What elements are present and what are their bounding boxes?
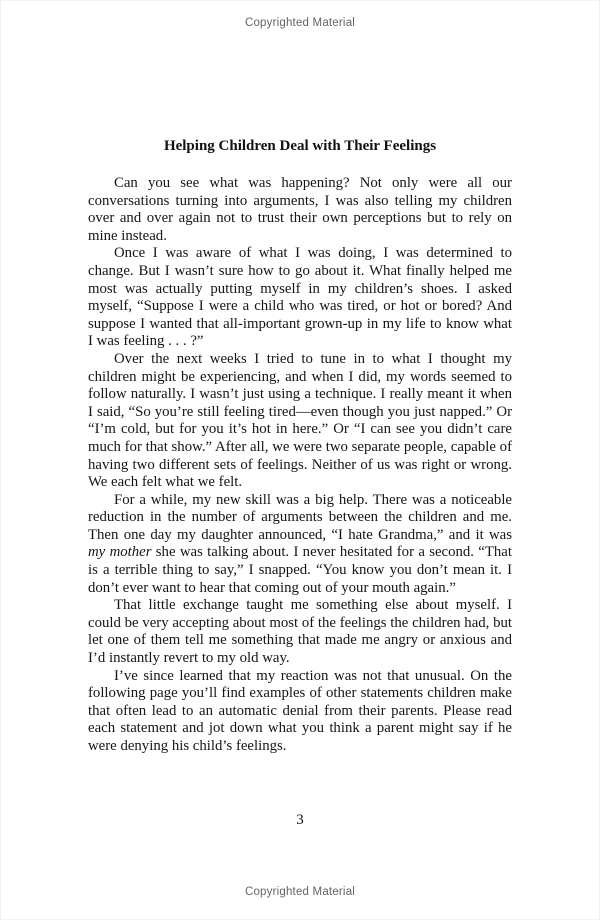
paragraph [88, 175, 512, 245]
italic-text: my mother [88, 544, 152, 561]
paragraph [88, 597, 512, 667]
text-run: Over the next weeks I tried to tune in to what I thought my children might be experiencing, and when I did, my words seemed to follow naturally. I wasn’t just using a technique. I really meant it when I said, “So you’re still feeling tired—even though you just napped.” Or “I’m cold, but for you it’s hot in here.” Or “I can see you didn’t care much for that show.” After all, we were two separate people, capable of having two different sets of feelings. Neither of us was right or wrong. We each felt what we felt. [88, 350, 512, 491]
paragraph [88, 245, 512, 351]
text-run: That little exchange taught me something else about myself. I could be very accepting about most of the feelings the children had, but let one of them tell me something that made me angry or anxious and I’d instantly revert to my old way. [88, 597, 512, 667]
page-content [88, 138, 512, 756]
copyright-notice-top: Copyrighted Material [244, 17, 356, 29]
text-run: she was talking about. I never hesitated for a second. “That is a terrible thing to say,” I snapped. “You know you don’t mean it. I don’t ever want to hear that coming out of your mouth again.” [88, 544, 512, 596]
text-run: Can you see what was happening? Not only were all our conversations turning into arguments, I was also telling my children over and over again not to trust their own perceptions but to rely on mine instead. [88, 175, 512, 244]
page-number: 3 [296, 812, 304, 828]
paragraph [88, 492, 512, 598]
body-text [88, 175, 512, 756]
paragraph [88, 351, 512, 492]
paragraph [88, 668, 512, 756]
text-run: For a while, my new skill was a big help. There was a noticeable reduction in the number of arguments between the children and me. Then one day my daughter announced, “I hate Grandma,” and it was [88, 491, 512, 543]
text-run: I’ve since learned that my reaction was not that unusual. On the following page you’ll find examples of other statements children make that often lead to an automatic denial from their parents. Please read each statement and jot down what you think a parent might say if he were denying his child’s feelings. [88, 667, 512, 754]
chapter-title: Helping Children Deal with Their Feelings [163, 138, 437, 154]
text-run: Once I was aware of what I was doing, I was determined to change. But I wasn’t sure how to go about it. What finally helped me most was actually putting myself in my children’s shoes. I asked myself, “Suppose I were a child who was tired, or hot or bored? And suppose I wanted that all-important grown-up in my life to know what I was feeling . . . ?” [88, 245, 512, 350]
copyright-notice-bottom: Copyrighted Material [244, 886, 356, 898]
